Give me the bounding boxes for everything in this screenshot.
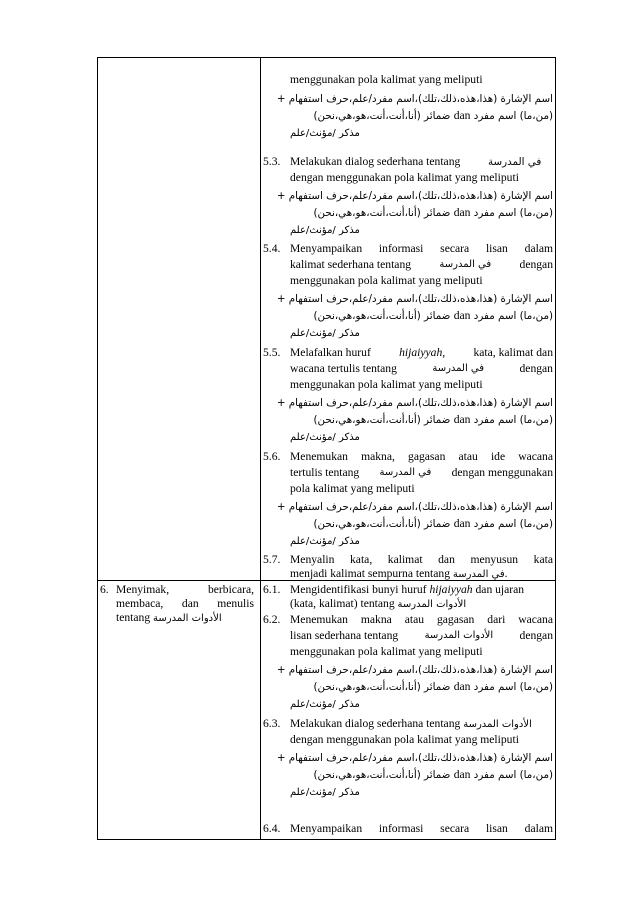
arabic-mudzakkar: مذكر /مؤنث/علم (290, 128, 360, 139)
pola-text: menggunakan pola kalimat yang meliputi (290, 378, 483, 391)
arabic-mufrad-line: (من،ما) اسم مفرد dan ضمائر (أنا،أنت،أنت،هو،هي،نحن) (313, 309, 553, 322)
item-number-6-4: 6.4. (263, 822, 281, 835)
item-5-6-line3: pola kalimat yang meliputi (290, 482, 415, 495)
item-6-1-line1: Mengidentifikasi bunyi huruf hijaiyyah dan ujaran (290, 583, 525, 596)
item-6-3-line1: Melakukan dialog sederhana tentang الأدوات المدرسة (290, 717, 532, 730)
arabic-mufrad-line: (من،ما) اسم مفرد dan ضمائر (أنا،أنت،أنت،هو،هي،نحن) (313, 206, 553, 219)
pola-text: menggunakan pola kalimat yang meliputi (290, 73, 483, 86)
arabic-isyarah: اسم الإشارة (هذا،هذه،ذلك،تلك)،اسم مفرد/علم،حرف استفهام + (276, 752, 553, 764)
item-number-5-3: 5.3. (263, 155, 281, 168)
item-number-6: 6. (100, 583, 109, 596)
pola-text: menggunakan pola kalimat yang meliputi (290, 274, 483, 287)
arabic-mudzakkar: مذكر /مؤنث/علم (290, 787, 360, 798)
item-5-6-line1: Menemukan makna, gagasan atau ide wacana (290, 450, 553, 463)
item-5-4-line1: Menyampaikan informasi secara lisan dalam (290, 242, 553, 255)
arabic-isyarah: اسم الإشارة (هذا،هذه،ذلك،تلك)،اسم مفرد/علم،حرف استفهام + (276, 501, 553, 513)
arabic-mufrad-line: (من،ما) اسم مفرد dan ضمائر (أنا،أنت،أنت،هو،هي،نحن) (313, 517, 553, 530)
arabic-mudzakkar: مذكر /مؤنث/علم (290, 536, 360, 547)
item-5-4-line2: kalimat sederhana tentang في المدرسة dengan (290, 258, 553, 271)
item-6-2-line2: lisan sederhana tentang الأدوات المدرسة dengan (290, 629, 553, 642)
item-number-5-5: 5.5. (263, 346, 281, 359)
item-number-5-7: 5.7. (263, 553, 281, 566)
item-5-5-line1: Melafalkan huruf hijaiyyah, kata, kalimat dan (290, 346, 553, 359)
item-number-6-1: 6.1. (263, 583, 281, 596)
left-line3: tentang الأدوات المدرسة (116, 611, 222, 624)
arabic-isyarah: اسم الإشارة (هذا،هذه،ذلك،تلك)،اسم مفرد/علم،حرف استفهام + (276, 190, 553, 202)
left-line1: Menyimak, berbicara, (116, 583, 254, 596)
item-number-6-2: 6.2. (263, 613, 281, 626)
item-5-3-line2: dengan menggunakan pola kalimat yang meliputi (290, 171, 519, 184)
item-number-6-3: 6.3. (263, 717, 281, 730)
arabic-mudzakkar: مذكر /مؤنث/علم (290, 225, 360, 236)
item-5-5-line2: wacana tertulis tentang في المدرسة dengan (290, 362, 553, 375)
arabic-isyarah: اسم الإشارة (هذا،هذه،ذلك،تلك)،اسم مفرد/علم،حرف استفهام + (276, 293, 553, 305)
item-6-1-line2: (kata, kalimat) tentang الأدوات المدرسة (290, 597, 467, 610)
item-5-7-line2: menjadi kalimat sempurna tentang في المدرسة. (290, 567, 508, 580)
item-number-5-6: 5.6. (263, 450, 281, 463)
arabic-isyarah: اسم الإشارة (هذا،هذه،ذلك،تلك)،اسم مفرد/علم،حرف استفهام + (276, 93, 553, 105)
item-5-6-line2: tertulis tentang في المدرسة dengan menggunakan (290, 466, 553, 479)
arabic-isyarah: اسم الإشارة (هذا،هذه،ذلك،تلك)،اسم مفرد/علم،حرف استفهام + (276, 664, 553, 676)
left-line2: membaca, dan menulis (116, 597, 254, 610)
item-6-2-line1: Menemukan makna atau gagasan dari wacana (290, 613, 553, 626)
arabic-mudzakkar: مذكر /مؤنث/علم (290, 432, 360, 443)
arabic-mufrad-line: (من،ما) اسم مفرد dan ضمائر (أنا،أنت،أنت،هو،هي،نحن) (313, 768, 553, 781)
arabic-mufrad-line: (من،ما) اسم مفرد dan ضمائر (أنا،أنت،أنت،هو،هي،نحن) (313, 413, 553, 426)
pola-text: menggunakan pola kalimat yang meliputi (290, 645, 483, 658)
arabic-fi-madrasah: في المدرسة (488, 156, 542, 168)
item-number-5-4: 5.4. (263, 242, 281, 255)
item-6-3-line2: dengan menggunakan pola kalimat yang meliputi (290, 733, 519, 746)
arabic-mudzakkar: مذكر /مؤنث/علم (290, 699, 360, 710)
item-6-4-line1: Menyampaikan informasi secara lisan dalam (290, 822, 553, 835)
arabic-dhamair: ضمائر (أنا،أنت،أنت،هو،هي،نحن) (313, 110, 451, 122)
arabic-mufrad-line: (من،ما) اسم مفرد dan ضمائر (أنا،أنت،أنت،هو،هي،نحن) (313, 680, 553, 693)
dan-text: dan (453, 109, 471, 122)
item-5-3-line1: Melakukan dialog sederhana tentang (290, 155, 461, 168)
arabic-mufrad-line (313, 109, 553, 123)
column-divider (260, 57, 261, 840)
arabic-mufrad: (من،ما) اسم مفرد (473, 110, 553, 122)
item-5-7-line1: Menyalin kata, kalimat dan menyusun kata (290, 553, 553, 566)
arabic-isyarah: اسم الإشارة (هذا،هذه،ذلك،تلك)،اسم مفرد/علم،حرف استفهام + (276, 397, 553, 409)
arabic-mudzakkar: مذكر /مؤنث/علم (290, 328, 360, 339)
